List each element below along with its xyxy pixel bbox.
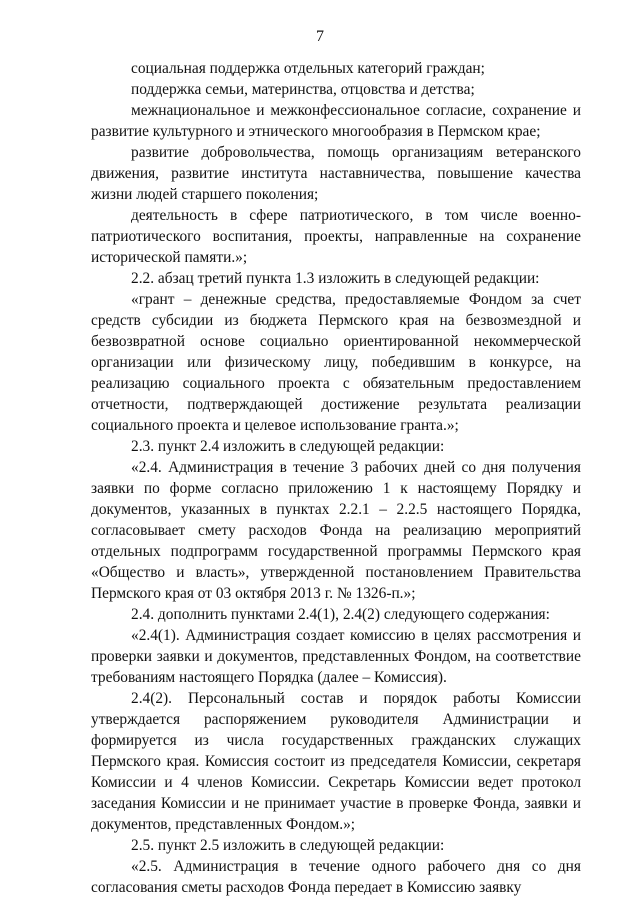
- paragraph-grant-definition: «грант – денежные средства, предоставляемые Фондом за счет средств субсидии из бюджета Пермского края на безвозмездной и безвозвратной основе социально ориентированной некоммерческой организации или физическому лицу, победившим в конкурсе, на реализацию социального проекта с обязательным предоставлением отчетности, подтверждающей достижение результата реализации социального проекта и целевое использование гранта.»;: [91, 291, 581, 434]
- paragraph-family-support: поддержка семьи, материнства, отцовства и детства;: [131, 81, 475, 98]
- paragraph-amendment-2-4: 2.4. дополнить пунктами 2.4(1), 2.4(2) следующего содержания:: [131, 606, 550, 623]
- page-number: 7: [316, 28, 324, 45]
- paragraph-volunteering: развитие добровольчества, помощь организациям ветеранского движения, развитие института наставничества, повышение качества жизни людей старшего поколения;: [91, 144, 581, 203]
- paragraph-clause-2-4: «2.4. Администрация в течение 3 рабочих дней со дня получения заявки по форме согласно приложению 1 к настоящему Порядку и документов, указанных в пунктах 2.2.1 – 2.2.5 настоящего Порядка, согласовывает смету расходов Фонда на реализацию мероприятий отдельных подпрограмм государственной программы Пермского края «Общество и власть», утвержденной постановлением Правительства Пермского края от 03 октября 2013 г. № 1326-п.»;: [91, 459, 581, 602]
- document-body: [91, 58, 581, 898]
- paragraph-clause-2-4-1: «2.4(1). Администрация создает комиссию в целях рассмотрения и проверки заявки и документов, представленных Фондом, на соответствие требованиям настоящего Порядка (далее – Комиссия).: [91, 627, 581, 686]
- paragraph-interethnic-harmony: межнациональное и межконфессиональное согласие, сохранение и развитие культурного и этнического многообразия в Пермском крае;: [91, 102, 581, 140]
- paragraph-amendment-2-2: 2.2. абзац третий пункта 1.3 изложить в следующей редакции:: [131, 270, 540, 287]
- paragraph-social-support: социальная поддержка отдельных категорий граждан;: [131, 60, 485, 77]
- paragraph-amendment-2-3: 2.3. пункт 2.4 изложить в следующей редакции:: [131, 438, 445, 455]
- paragraph-clause-2-5: «2.5. Администрация в течение одного рабочего дня со дня согласования сметы расходов Фонда передает в Комиссию заявку: [91, 858, 581, 896]
- paragraph-patriotic-education: деятельность в сфере патриотического, в том числе военно-патриотического воспитания, проекты, направленные на сохранение исторической памяти.»;: [91, 207, 581, 266]
- paragraph-clause-2-4-2: 2.4(2). Персональный состав и порядок работы Комиссии утверждается распоряжением руководителя Администрации и формируется из числа государственных гражданских служащих Пермского края. Комиссия состоит из председателя Комиссии, секретаря Комиссии и 4 членов Комиссии. Секретарь Комиссии ведет протокол заседания Комиссии и не принимает участие в проверке Фонда, заявки и документов, представленных Фондом.»;: [91, 690, 581, 833]
- paragraph-amendment-2-5: 2.5. пункт 2.5 изложить в следующей редакции:: [131, 837, 445, 854]
